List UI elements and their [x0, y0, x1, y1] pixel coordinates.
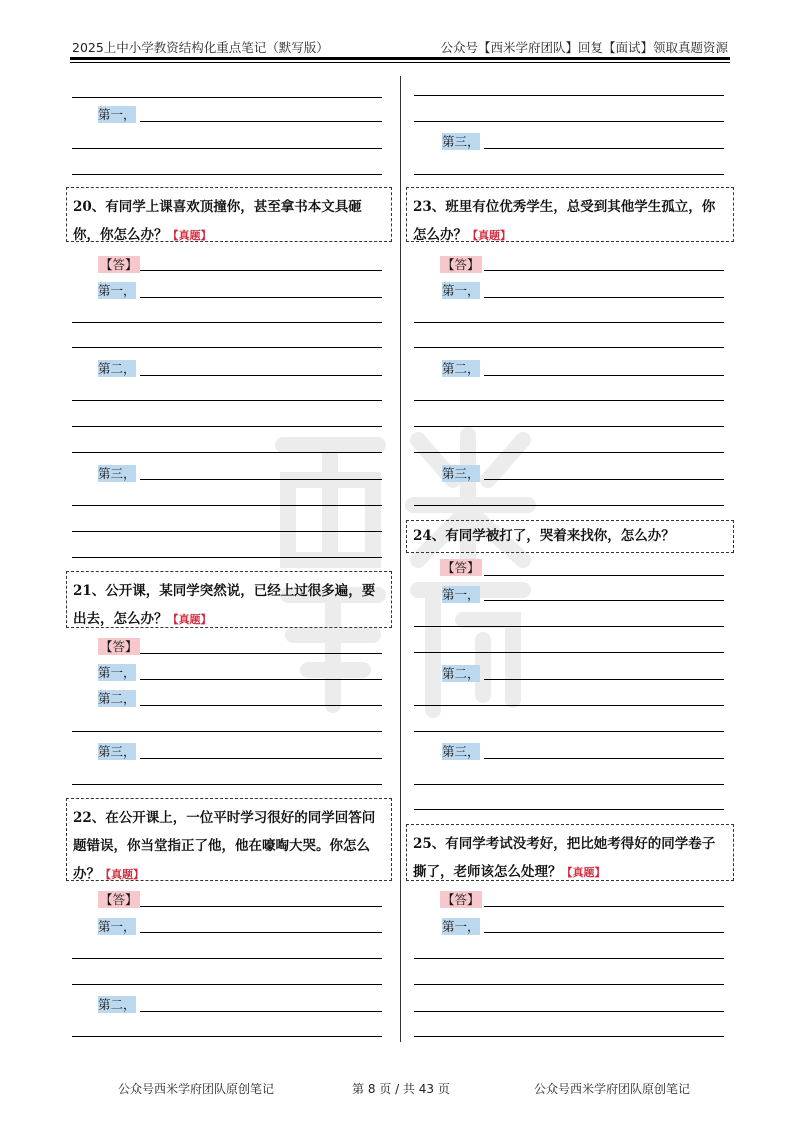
answer-line[interactable] — [140, 297, 382, 298]
answer-line[interactable] — [72, 452, 382, 453]
real-exam-tag: 【真题】 — [467, 229, 511, 242]
question-21-text: 21、公开课，某同学突然说，已经上过很多遍，要出去，怎么办？ — [73, 583, 376, 627]
label-first: 第一， — [442, 283, 480, 298]
label-third: 第三， — [442, 744, 480, 759]
answer-line[interactable] — [414, 809, 724, 810]
label-first: 第一， — [98, 919, 136, 934]
question-23-text: 23、班里有位优秀学生，总受到其他学生孤立，你怎么办？ — [413, 199, 716, 243]
question-22-text: 22、在公开课上，一位平时学习很好的同学回答问题错误，你当堂指正了他，他在嚎啕大哭。你怎么办？ — [73, 810, 376, 882]
answer-line[interactable] — [140, 270, 382, 271]
answer-line[interactable] — [414, 505, 724, 506]
label-second: 第二， — [442, 666, 480, 681]
question-box-22 — [66, 798, 392, 881]
question-box-25 — [406, 824, 734, 881]
answer-line[interactable] — [72, 347, 382, 348]
header-rule-thin — [70, 62, 730, 63]
answer-line[interactable] — [72, 531, 382, 532]
answer-line[interactable] — [72, 984, 382, 985]
answer-line[interactable] — [414, 652, 724, 653]
real-exam-tag: 【真题】 — [167, 229, 212, 242]
answer-line[interactable] — [140, 479, 382, 480]
answer-line[interactable] — [72, 322, 382, 323]
page-number: 第 8 页 / 共 43 页 — [352, 1082, 450, 1096]
label-third: 第三， — [98, 466, 136, 481]
label-first: 第一， — [98, 107, 136, 122]
answer-line[interactable] — [140, 653, 382, 654]
answer-line[interactable] — [414, 121, 724, 122]
answer-line[interactable] — [140, 906, 382, 907]
label-answer: 【答】 — [442, 257, 480, 272]
answer-line[interactable] — [414, 705, 724, 706]
answer-line[interactable] — [72, 557, 382, 558]
answer-line[interactable] — [72, 97, 382, 98]
answer-line[interactable] — [484, 600, 724, 601]
answer-line[interactable] — [484, 758, 724, 759]
answer-line[interactable] — [414, 322, 724, 323]
label-first: 第一， — [442, 919, 480, 934]
answer-line[interactable] — [72, 1036, 382, 1037]
answer-line[interactable] — [484, 906, 724, 907]
answer-line[interactable] — [414, 958, 724, 959]
answer-line[interactable] — [72, 731, 382, 732]
answer-line[interactable] — [484, 270, 724, 271]
question-box-20 — [66, 187, 392, 242]
answer-line[interactable] — [414, 426, 724, 427]
answer-line[interactable] — [140, 1011, 382, 1012]
question-24-text: 24、有同学被打了，哭着来找你，怎么办？ — [413, 528, 675, 544]
label-third: 第三， — [442, 466, 480, 481]
answer-line[interactable] — [72, 784, 382, 785]
header-right-text: 公众号【西米学府团队】回复【面试】领取真题资源 — [440, 40, 728, 55]
header-left-text: 2025上中小学教资结构化重点笔记（默写版） — [72, 40, 329, 55]
label-answer: 【答】 — [442, 560, 480, 575]
answer-line[interactable] — [484, 932, 724, 933]
question-box-21 — [66, 571, 392, 628]
answer-line[interactable] — [72, 174, 382, 175]
label-first: 第一， — [98, 665, 136, 680]
footer-left-text: 公众号西米学府团队原创笔记 — [118, 1082, 275, 1096]
answer-line[interactable] — [140, 679, 382, 680]
answer-line[interactable] — [414, 452, 724, 453]
watermark-logo — [268, 420, 538, 720]
real-exam-tag: 【真题】 — [561, 866, 606, 879]
answer-line[interactable] — [414, 784, 724, 785]
label-third: 第三， — [98, 744, 136, 759]
label-second: 第二， — [98, 361, 136, 376]
answer-line[interactable] — [414, 731, 724, 732]
answer-line[interactable] — [484, 479, 724, 480]
label-answer: 【答】 — [100, 639, 138, 654]
answer-line[interactable] — [414, 174, 724, 175]
answer-line[interactable] — [140, 932, 382, 933]
answer-line[interactable] — [484, 679, 724, 680]
answer-line[interactable] — [140, 121, 382, 122]
answer-line[interactable] — [414, 1036, 724, 1037]
answer-line[interactable] — [140, 758, 382, 759]
label-second: 第二， — [98, 691, 136, 706]
label-first: 第一， — [98, 283, 136, 298]
answer-line[interactable] — [484, 575, 724, 576]
real-exam-tag: 【真题】 — [167, 613, 212, 626]
label-second: 第二， — [442, 361, 480, 376]
label-second: 第二， — [98, 997, 136, 1012]
answer-line[interactable] — [72, 505, 382, 506]
label-answer: 【答】 — [100, 257, 138, 272]
footer-right-text: 公众号西米学府团队原创笔记 — [534, 1082, 691, 1096]
answer-line[interactable] — [484, 148, 724, 149]
answer-line[interactable] — [72, 148, 382, 149]
answer-line[interactable] — [414, 347, 724, 348]
answer-line[interactable] — [72, 958, 382, 959]
question-20-text: 20、有同学上课喜欢顶撞你，甚至拿书本文具砸你，你怎么办？ — [73, 199, 362, 243]
question-box-24 — [406, 520, 734, 553]
question-box-23 — [406, 187, 734, 242]
answer-line[interactable] — [140, 375, 382, 376]
label-third: 第三， — [442, 134, 480, 149]
header-rule-thick — [70, 57, 730, 60]
answer-line[interactable] — [414, 984, 724, 985]
answer-line[interactable] — [72, 400, 382, 401]
label-answer: 【答】 — [100, 892, 138, 907]
real-exam-tag: 【真题】 — [100, 868, 144, 881]
answer-line[interactable] — [72, 426, 382, 427]
label-answer: 【答】 — [442, 892, 480, 907]
question-25-text: 25、有同学考试没考好，把比她考得好的同学卷子撕了，老师该怎么处理？ — [413, 836, 716, 880]
answer-line[interactable] — [414, 1011, 724, 1012]
answer-line[interactable] — [484, 297, 724, 298]
answer-line[interactable] — [414, 95, 724, 96]
answer-line[interactable] — [140, 705, 382, 706]
label-first: 第一， — [442, 587, 480, 602]
answer-line[interactable] — [414, 626, 724, 627]
answer-line[interactable] — [414, 400, 724, 401]
answer-line[interactable] — [484, 375, 724, 376]
